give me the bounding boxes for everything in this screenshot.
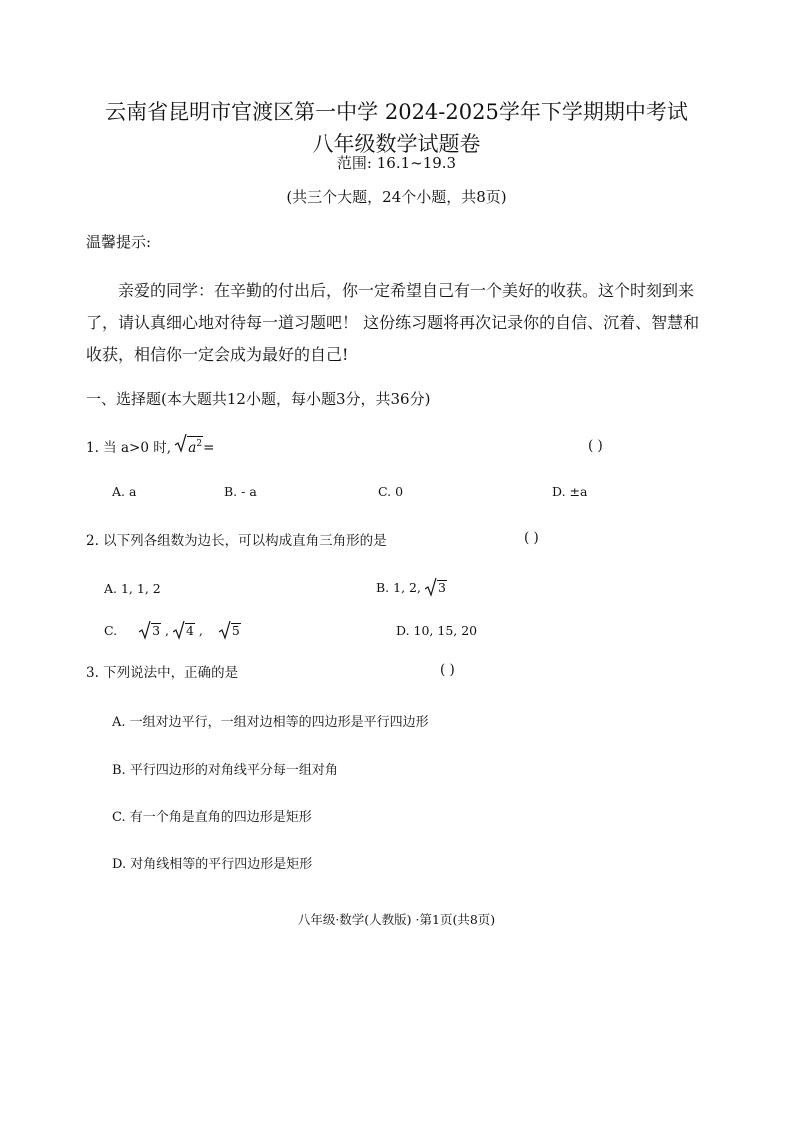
question-2-answer-paren: ( ) [524,530,539,546]
question-2-option-b [376,580,447,595]
separator: , [198,623,203,638]
radicand: 5 [231,623,240,638]
question-1-option-d: D. ±a [552,484,588,499]
radical-sign-icon [173,620,185,640]
radical-sign-icon [219,620,231,640]
question-2-option-a: A. 1, 1, 2 [104,581,161,596]
radicand: 3 [152,623,161,638]
question-1-answer-paren: ( ) [588,438,603,454]
sqrt-expression [425,580,447,595]
question-1-option-c: C. 0 [378,484,404,499]
question-1-stem [86,436,214,456]
question-3-option-b: B. 平行四边形的对角线平分每一组对角 [112,763,338,778]
sqrt-expression [139,623,161,638]
exam-count: (共三个大题，24个小题，共8页) [286,188,507,206]
exam-subtitle: 八年级数学试题卷 [312,132,481,156]
sqrt-expression [175,436,203,456]
question-3-option-c: C. 有一个角是直角的四边形是矩形 [112,810,312,825]
radical-sign-icon [425,577,437,597]
page-footer: 八年级·数学(人教版) ·第1页(共8页) [297,912,496,927]
radicand: 4 [185,623,194,638]
sqrt-expression [219,623,241,638]
question-3-option-a: A. 一组对边平行，一组对边相等的四边形是平行四边形 [112,715,429,730]
question-3-option-d: D. 对角线相等的平行四边形是矩形 [112,857,313,872]
question-1-prefix: 1. 当 a>0 时, [86,440,171,456]
option-b-prefix: B. 1, 2, [376,580,421,595]
exam-title: 云南省昆明市官渡区第一中学 2024-2025学年下学期期中考试 [105,100,688,124]
exponent: 2 [196,439,203,449]
option-c-prefix: C. [104,623,118,638]
radicand: a [188,440,197,456]
tips-text: 亲爱的同学：在辛勤的付出后，你一定希望自己有一个美好的收获。这个时刻到来了，请认真细心地对待每一道习题吧！ 这份练习题将再次记录你的自信、沉着、智慧和收获，相信你一定会成为最好的自己! [86,281,700,364]
section-heading: 一、选择题(本大题共12小题，每小题3分，共36分) [86,390,431,408]
radical-sign-icon [139,620,151,640]
question-2-stem: 2. 以下列各组数为边长，可以构成直角三角形的是 [86,533,387,549]
tips-label: 温馨提示: [86,233,152,251]
radicand: 3 [437,580,446,595]
exam-range: 范围: 16.1~19.3 [336,154,457,172]
question-1-option-a: A. a [112,484,137,499]
separator: , [165,623,169,638]
question-2-option-d: D. 10, 15, 20 [396,623,478,638]
radical-sign-icon [175,433,187,453]
sqrt-expression [173,623,195,638]
question-1-suffix: = [203,440,215,456]
question-3-stem: 3. 下列说法中，正确的是 [86,665,239,681]
question-3-answer-paren: ( ) [440,662,455,678]
question-2-option-c [104,623,241,638]
question-1-option-b: B. - a [224,484,257,499]
tips-paragraph [86,275,714,371]
